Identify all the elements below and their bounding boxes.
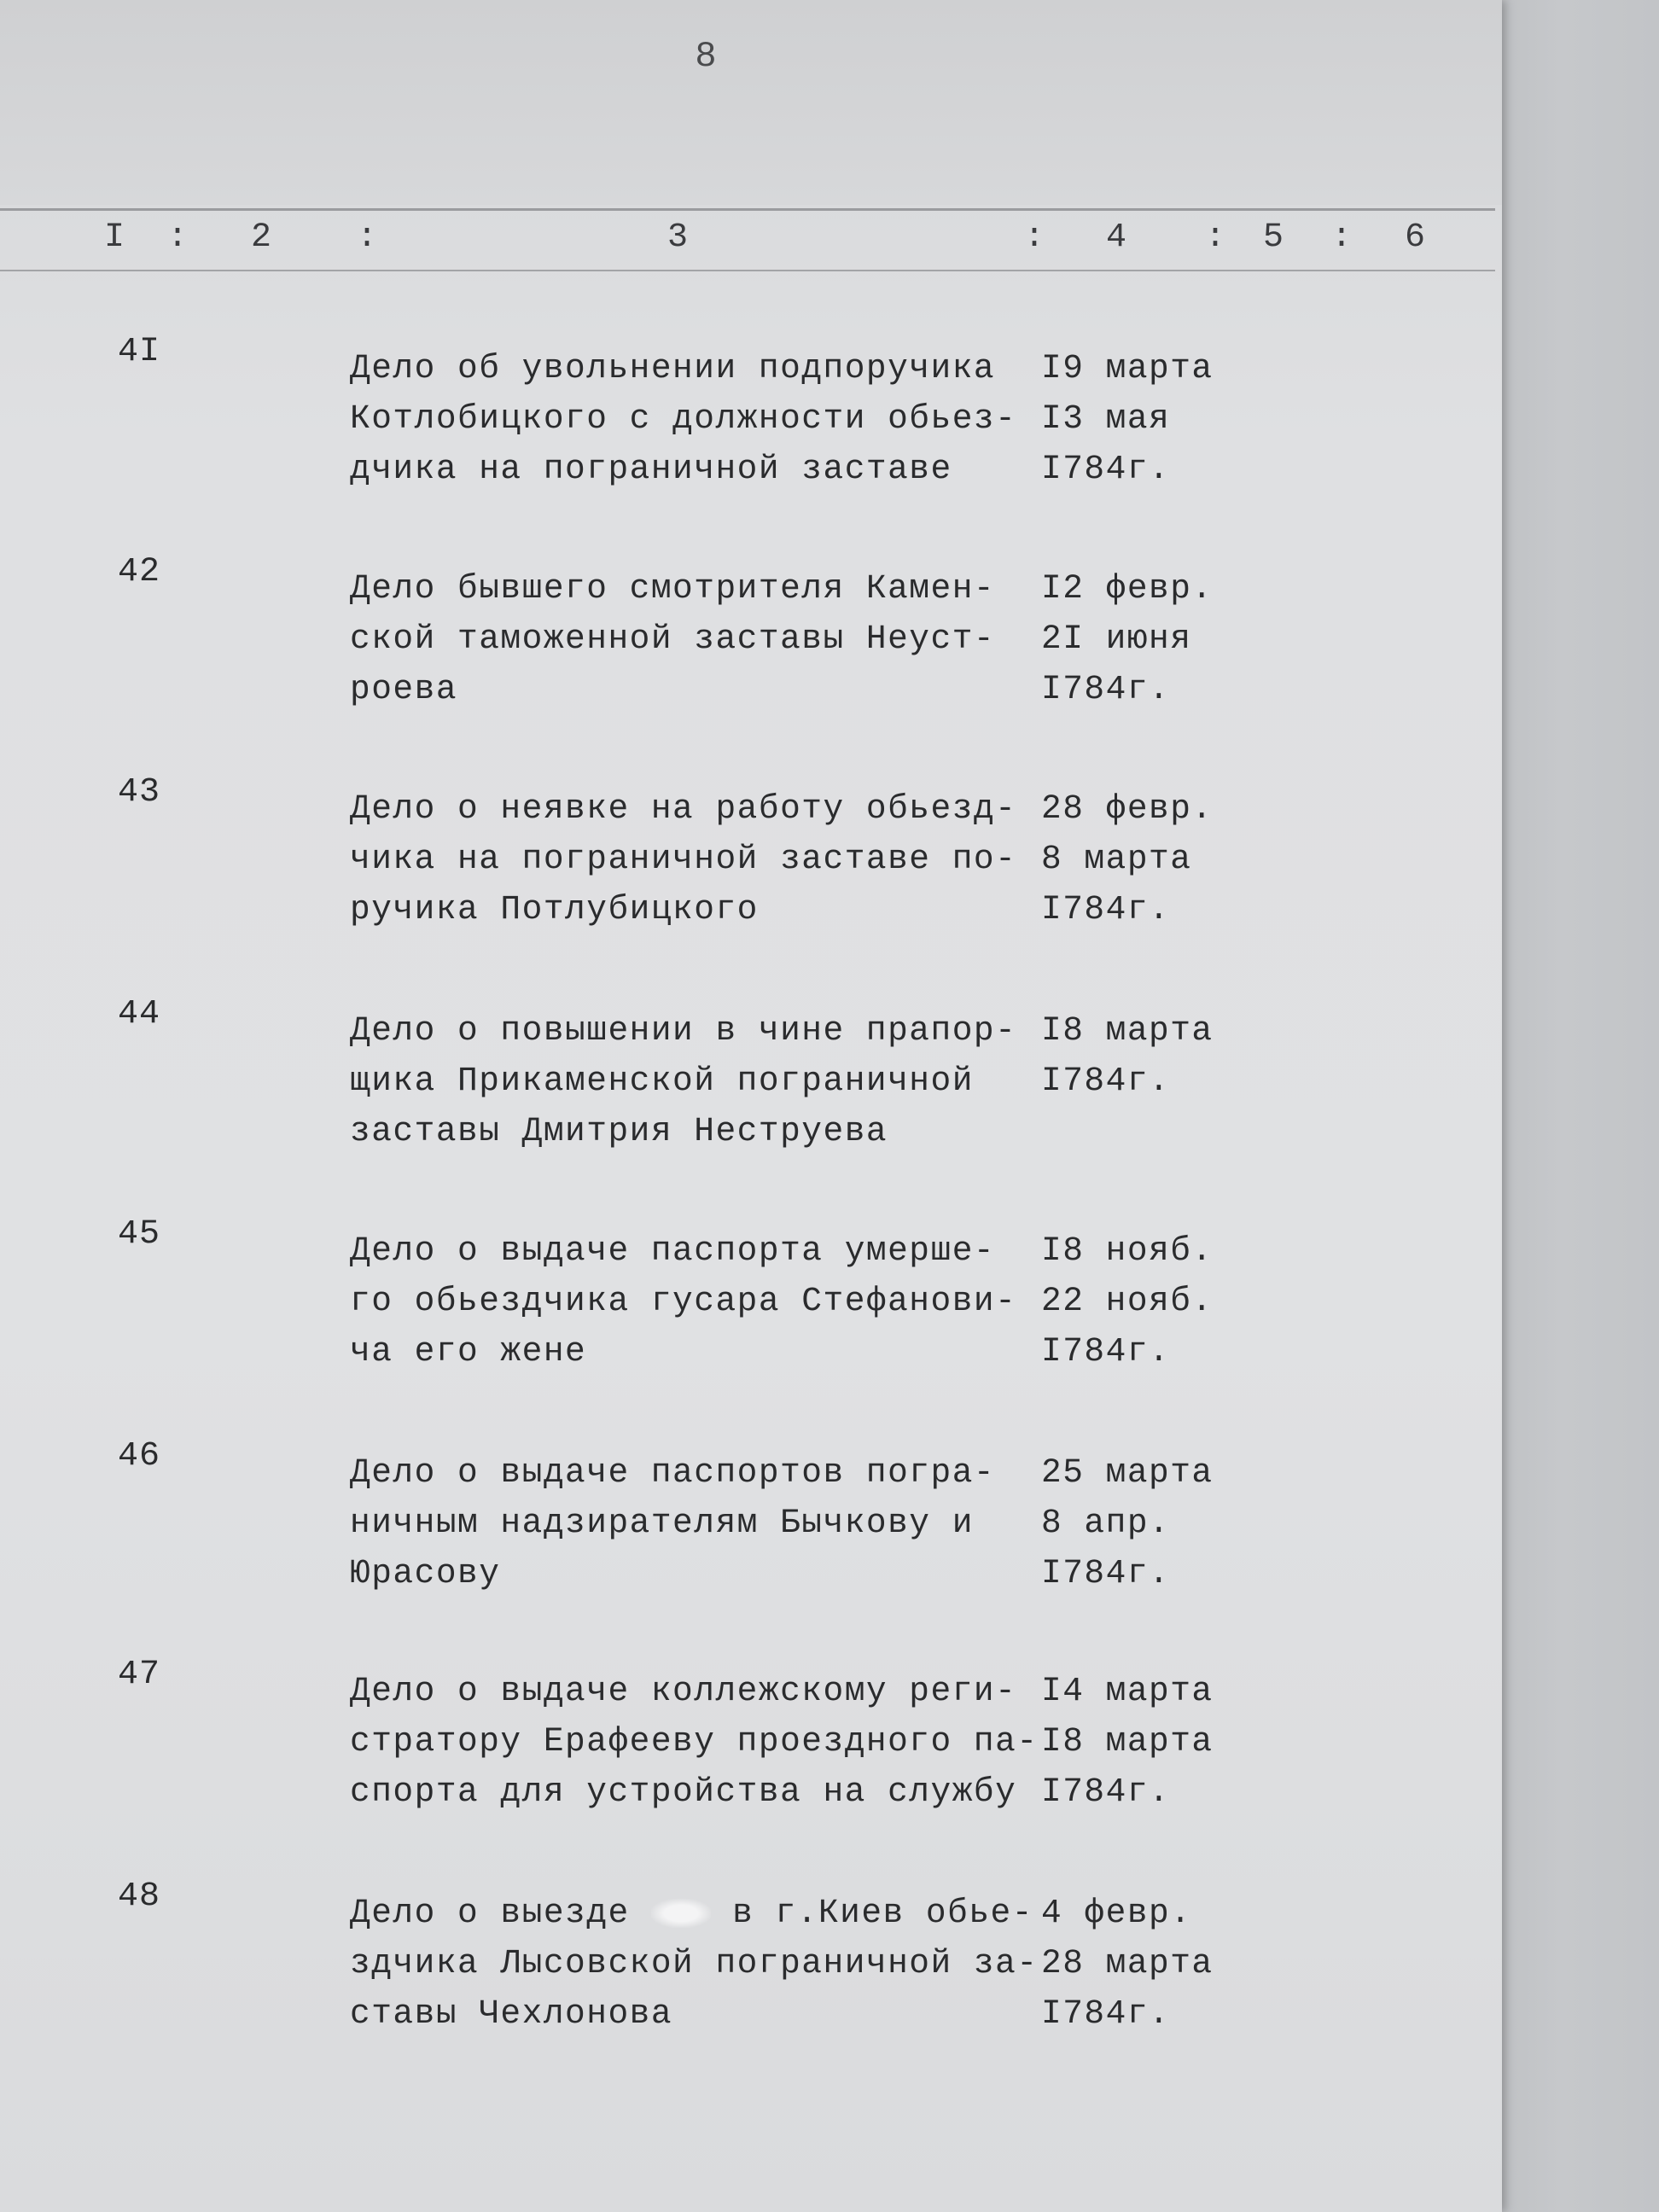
column-header-3: 3 <box>667 218 689 257</box>
date-line: I784г. <box>1041 450 1171 488</box>
entry-dates <box>1041 1888 1237 2039</box>
entry-number: 44 <box>118 995 161 1033</box>
entry-description <box>350 563 1033 714</box>
column-header-4: 4 <box>1106 218 1127 257</box>
date-line: 25 марта <box>1041 1453 1214 1492</box>
entry-dates <box>1041 783 1237 934</box>
entry-description <box>350 783 1033 934</box>
date-line: I2 февр. <box>1041 569 1214 608</box>
description-line: Дело о выезде в г.Киев обье- <box>350 1894 1033 1932</box>
entry-number: 42 <box>118 553 161 591</box>
description-line: стратору Ерафееву проездного па- <box>350 1722 1039 1761</box>
date-line: I784г. <box>1041 890 1171 928</box>
description-line: спорта для устройства на службу <box>350 1773 1017 1811</box>
description-line: Дело о неявке на работу обьезд- <box>350 789 1017 828</box>
column-header-5: 5 <box>1263 218 1284 257</box>
entry-number: 47 <box>118 1656 161 1694</box>
date-line: I784г. <box>1041 1773 1171 1811</box>
description-line: Дело о выдаче коллежскому реги- <box>350 1672 1017 1710</box>
description-line: Дело о выдаче паспортов погра- <box>350 1453 996 1492</box>
entry-47 <box>0 1656 1451 1826</box>
date-line: 22 нояб. <box>1041 1282 1214 1320</box>
entry-description <box>350 1447 1033 1598</box>
entry-42 <box>0 553 1451 724</box>
column-header-6: 6 <box>1405 218 1426 257</box>
description-line: здчика Лысовской пограничной за- <box>350 1944 1039 1982</box>
entry-dates <box>1041 343 1237 494</box>
entry-description <box>350 1888 1039 2039</box>
column-header-2: 2 <box>251 218 272 257</box>
description-line: ничным надзирателям Бычкову и <box>350 1504 974 1542</box>
column-separator: : <box>1205 218 1226 257</box>
description-line: Дело об увольнении подпоручика <box>350 349 996 387</box>
background-right <box>1495 0 1659 2212</box>
entry-dates <box>1041 1225 1237 1377</box>
description-line: ча его жене <box>350 1332 587 1371</box>
description-line: чика на пограничной заставе по- <box>350 840 1017 878</box>
date-line: I3 мая <box>1041 399 1171 438</box>
date-line: I8 нояб. <box>1041 1231 1214 1270</box>
erased-text-mark <box>651 1899 711 1928</box>
entry-45 <box>0 1215 1451 1386</box>
entry-description <box>350 343 1033 494</box>
description-line: щика Прикаменской пограничной <box>350 1062 974 1100</box>
description-line: Дело о повышении в чине прапор- <box>350 1011 1017 1050</box>
description-line: ской таможенной заставы Неуст- <box>350 620 996 658</box>
date-line: 28 февр. <box>1041 789 1214 828</box>
description-line: Дело бывшего смотрителя Камен- <box>350 569 996 608</box>
entry-43 <box>0 773 1451 944</box>
description-line: Котлобицкого с должности обьез- <box>350 399 1017 438</box>
entry-dates <box>1041 563 1237 714</box>
entry-description <box>350 1666 1039 1817</box>
description-line: роева <box>350 670 458 708</box>
header-rule-top <box>0 208 1495 211</box>
header-rule-bottom <box>0 270 1495 271</box>
description-line: Юрасову <box>350 1554 501 1592</box>
date-line: I784г. <box>1041 1554 1171 1592</box>
date-line: I784г. <box>1041 1332 1171 1371</box>
description-line: Дело о выдаче паспорта умерше- <box>350 1231 996 1270</box>
entry-dates <box>1041 1447 1237 1598</box>
description-line: ставы Чехлонова <box>350 1994 673 2033</box>
entry-description <box>350 1005 1033 1156</box>
date-line: 4 февр. <box>1041 1894 1192 1932</box>
entry-46 <box>0 1437 1451 1608</box>
entry-number: 4I <box>118 333 161 371</box>
entry-dates <box>1041 1005 1237 1106</box>
date-line: 8 марта <box>1041 840 1192 878</box>
entry-number: 43 <box>118 773 161 812</box>
entry-dates <box>1041 1666 1237 1817</box>
date-line: 28 марта <box>1041 1944 1214 1982</box>
entry-number: 45 <box>118 1215 161 1254</box>
date-line: I784г. <box>1041 1994 1171 2033</box>
description-line: ручика Потлубицкого <box>350 890 759 928</box>
entry-41 <box>0 333 1451 504</box>
date-line: I4 марта <box>1041 1672 1214 1710</box>
entry-48 <box>0 1877 1451 2048</box>
column-header-1: I <box>104 218 125 257</box>
page-number: 8 <box>695 36 717 77</box>
column-separator: : <box>167 218 189 257</box>
date-line: I9 марта <box>1041 349 1214 387</box>
date-line: I784г. <box>1041 1062 1171 1100</box>
description-line: дчика на пограничной заставе <box>350 450 952 488</box>
date-line: I8 марта <box>1041 1011 1214 1050</box>
description-line: заставы Дмитрия Неструева <box>350 1112 888 1150</box>
entry-44 <box>0 995 1451 1166</box>
entry-number: 46 <box>118 1437 161 1476</box>
entry-number: 48 <box>118 1877 161 1916</box>
date-line: 2I июня <box>1041 620 1192 658</box>
date-line: 8 апр. <box>1041 1504 1171 1542</box>
entry-description <box>350 1225 1033 1377</box>
date-line: I784г. <box>1041 670 1171 708</box>
column-separator: : <box>1024 218 1045 257</box>
page-top-strip <box>0 0 1502 205</box>
date-line: I8 марта <box>1041 1722 1214 1761</box>
column-separator: : <box>357 218 378 257</box>
description-line: го обьездчика гусара Стефанови- <box>350 1282 1017 1320</box>
column-separator: : <box>1331 218 1353 257</box>
